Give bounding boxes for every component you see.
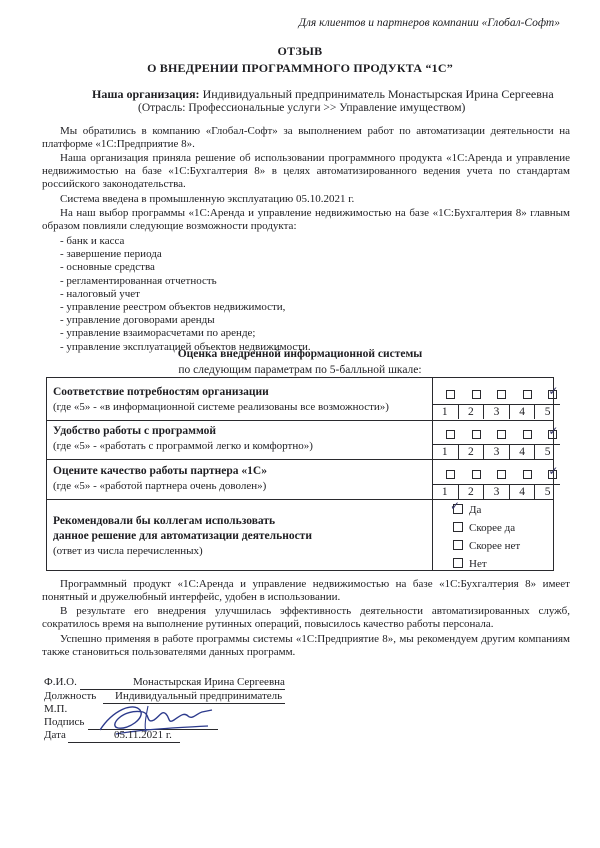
score-number: 5 [534, 445, 560, 459]
checkmark-icon: ✓ [548, 424, 559, 438]
question-2-note: (где «5» - «работать с программой легко и комфортно») [53, 440, 313, 452]
score-scale-row [432, 484, 560, 499]
option-rather-no[interactable]: Скорее нет [453, 540, 520, 552]
evaluation-title: Оценка внедренной информационной системы [177, 348, 423, 360]
score-checkbox-2-4[interactable] [523, 430, 532, 439]
paragraph-1: Мы обратились в компанию «Глобал-Софт» за выполнением работ по автоматизации деятельности на платформе «1С:Предприятие 8». [42, 125, 570, 150]
score-checkbox-3-2[interactable] [472, 470, 481, 479]
score-scale-row [432, 444, 560, 459]
score-number: 4 [509, 485, 535, 499]
score-number: 3 [483, 405, 509, 419]
score-checkbox-2-1[interactable] [446, 430, 455, 439]
list-item: - банк и касса [60, 235, 125, 247]
header-note: Для клиентов и партнеров компании «Глобал-Софт» [298, 17, 560, 29]
organization-name: Индивидуальный предприниматель Монастырская Ирина Сергеевна [202, 87, 554, 101]
question-1-title: Соответствие потребностям организации [53, 386, 269, 398]
question-3-note: (где «5» - «работой партнера очень доволен») [53, 480, 267, 492]
organization-line [92, 87, 554, 102]
list-item: - налоговый учет [60, 287, 140, 300]
recommend-line-1: Рекомендовали бы коллегам использовать [53, 515, 276, 527]
organization-label: Наша организация: [92, 87, 200, 101]
score-number: 3 [483, 445, 509, 459]
paragraph-2: Наша организация приняла решение об использовании программного продукта «1С:Аренда и управление недвижимостью на базе «1С:Бухгалтерия 8» в целях автоматизированного ведения учета по стандартам российского законодательства. [42, 152, 570, 190]
position-label: Должность [44, 690, 97, 702]
list-item: - управление взаиморасчетами по аренде; [60, 327, 256, 340]
closing-paragraph-2: В результате его внедрения улучшилась эффективность деятельности автоматизированных служб, сократилось время на выполнение рутинных операций, повысилось качество работы персонала. [42, 605, 570, 630]
list-item: - управление реестром объектов недвижимости, [60, 301, 286, 314]
recommend-note: (ответ из числа перечисленных) [53, 545, 203, 557]
score-checkbox-2-2[interactable] [472, 430, 481, 439]
score-checkbox-1-1[interactable] [446, 390, 455, 399]
option-yes[interactable]: Да [453, 504, 481, 516]
score-checkbox-1-3[interactable] [497, 390, 506, 399]
score-scale-row [432, 404, 560, 419]
list-item: - управление договорами аренды [60, 314, 215, 327]
fio-label: Ф.И.О. [44, 676, 77, 688]
stamp-label: М.П. [44, 703, 68, 715]
closing-paragraph-1: Программный продукт «1С:Аренда и управление недвижимостью на базе «1С:Бухгалтерия 8» имеет понятный и дружелюбный интерфейс, удобен в использовании. [42, 578, 570, 603]
signature-label: Подпись [44, 716, 85, 728]
organization-industry: (Отрасль: Профессиональные услуги >> Управление имуществом) [138, 102, 466, 114]
date-value: 05.11.2021 г. [114, 729, 172, 741]
question-3-title: Оцените качество работы партнера «1С» [53, 465, 267, 477]
question-1-note: (где «5» - «в информационной системе реализованы все возможности») [53, 401, 389, 413]
score-number: 1 [441, 446, 448, 458]
question-2-title: Удобство работы с программой [53, 425, 217, 437]
score-number: 1 [441, 406, 448, 418]
list-item: - управление эксплуатацией объектов недвижимости. [60, 340, 311, 353]
fio-value: Монастырская Ирина Сергеевна [133, 676, 285, 688]
paragraph-3: Система введена в промышленную эксплуатацию 05.10.2021 г. [60, 193, 355, 205]
checkbox-icon [453, 558, 463, 568]
score-number: 1 [441, 486, 448, 498]
score-number: 3 [483, 485, 509, 499]
option-rather-yes[interactable]: Скорее да [453, 522, 515, 534]
list-item: - регламентированная отчетность [60, 274, 217, 287]
score-checkbox-1-4[interactable] [523, 390, 532, 399]
position-value: Индивидуальный предприниматель [115, 690, 283, 702]
paragraph-4: На наш выбор программы «1С:Аренда и управление недвижимостью на базе «1С:Бухгалтерия 8» главным образом повлияли следующие возможности продукта: [42, 207, 570, 232]
score-checkbox-3-4[interactable] [523, 470, 532, 479]
option-no[interactable]: Нет [453, 558, 487, 570]
date-label: Дата [44, 729, 66, 741]
evaluation-subtitle: по следующим параметрам по 5-балльной шкале: [178, 364, 422, 376]
score-checkbox-3-1[interactable] [446, 470, 455, 479]
score-number: 2 [458, 445, 484, 459]
score-number: 2 [458, 405, 484, 419]
checkmark-icon: ✓ [548, 464, 559, 478]
list-item: - завершение периода [60, 248, 162, 261]
recommend-line-2: данное решение для автоматизации деятельности [53, 530, 312, 542]
score-number: 5 [534, 485, 560, 499]
score-checkbox-2-3[interactable] [497, 430, 506, 439]
checkmark-icon: ✓ [548, 384, 559, 398]
checkbox-icon [453, 522, 463, 532]
closing-paragraph-3: Успешно применяя в работе программы системы «1С:Предприятие 8», мы рекомендуем другим компаниям также становиться пользователями данных программ. [42, 633, 570, 658]
score-number: 4 [509, 405, 535, 419]
checkmark-icon: ✓ [450, 499, 461, 513]
document-subtitle: О ВНЕДРЕНИИ ПРОГРАММНОГО ПРОДУКТА “1С” [147, 61, 453, 75]
score-checkbox-3-3[interactable] [497, 470, 506, 479]
score-number: 4 [509, 445, 535, 459]
feature-list [60, 235, 311, 354]
list-item: - основные средства [60, 261, 155, 274]
score-number: 2 [458, 485, 484, 499]
document-title: ОТЗЫВ [277, 44, 323, 58]
score-number: 5 [534, 405, 560, 419]
score-checkbox-1-2[interactable] [472, 390, 481, 399]
evaluation-table [46, 377, 559, 571]
checkbox-icon [453, 540, 463, 550]
